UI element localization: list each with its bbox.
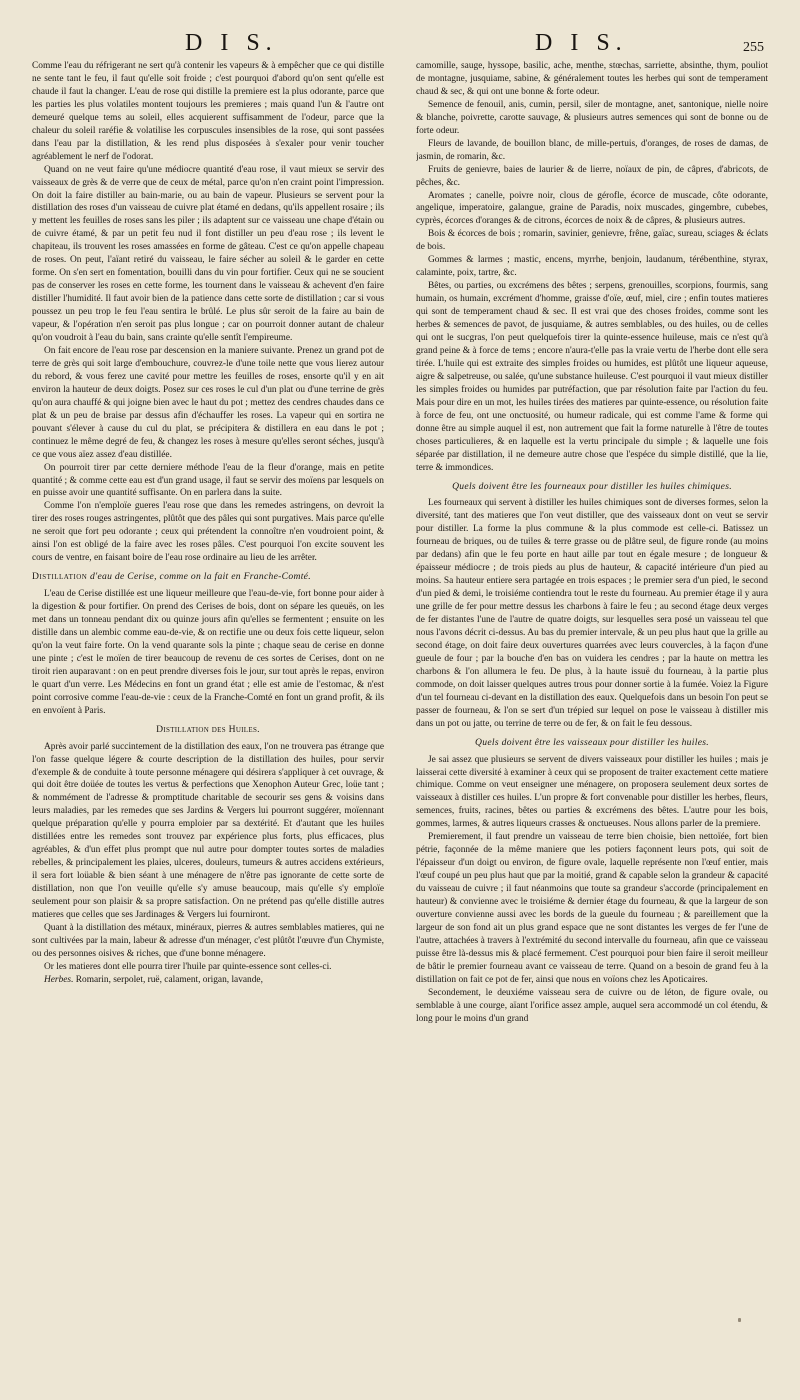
paragraph-remedes-astringens: Comme l'on n'emploïe gueres l'eau rose que dans les remedes astringens, on devroit la tirer des roses rouges astringentes, plûtôt que des pâles qui sont purgatives. Mais parce qu'elle ne seroit que fort peu odorante ; ceux qui prétendent la connoître n'en voudroient point, & ainsi l'on est obligé de la faire avec les roses pâles. C'est pourquoi l'on excite souvent les cours de ventre, en faisant boire de l'eau rose ordinaire au lieu de les arrêter. bbox=[32, 501, 384, 564]
paragraph-fourneaux: Les fourneaux qui servent à distiller les huiles chimiques sont de diverses formes, selon la diversité, tant des matieres que l'on veut distiller, que des vaisseaux dont on veut se servir pour distiller. La forme la plus commune & la plus commode est celle-ci. Batissez un fourneau de briques, ou de tuiles & terre grasse ou de plâtre seul, de figure ronde (au moins par dedans) afin que le feu porte en haut aille par tout en égale mesure ; de longueur & épaisseur médiocre ; de trois pieds au plus de hauteur, & capacité intérieure d'un pied au moins. Sa hauteur entiere sera partagée en trois espaces ; le premier sera d'un pied, le second d'un pied & demi, le troisiéme contiendra tout le reste du fourneau. Au premier étage il y aura une grille de fer pour mettre dessus les charbons à faire le feu ; au second étage deux verges de fer distantes l'une de l'autre de quatre doigts, sur lesquelles sera posé un vaisseau tel que nous l'avons décrit ci-dessus. Au bas du premier intervale, & un peu plus haut que la grille au second étage, on doit faire deux ouvertures quarrées avec leurs couvercles, à la façon d'une gueule de four ; par la bouche d'en bas on vuidera les cendres ; par la haute on mettra les charbons & l'on allumera le feu. De plus, à la haute issuë du fourneau, à la partie plus commode, on doit laisser quelques autres trous pour donner sortie à la fumée. Voiez la Figure d'un tel fourneau ci-devant en la distillation des eaux. Quelquefois dans un besoin l'on peut se passer de fourneau, & l'on se sert d'un trépied sur lequel on pose le vaisseau à distiller mis dans un pot ou jatte, ou terrine de terre ou de fer, & on fait le feu dessous. bbox=[416, 498, 768, 729]
paragraph-betes: Bêtes, ou parties, ou excrémens des bêtes ; serpens, grenouilles, scorpions, fourmis, sang humain, os humain, excrément d'homme, graisse d'oïe, œuf, miel, cire ; enfin toutes matieres qui sont de temperament chaud & sec. Il est vrai que des choses froides, comme sont les herbes & semences de pavot, de jusquiame, & autres semblables, ou des huiles, ou de celles qui ont le sucgras, l'on peut quelquefois tirer la quinte-essence huileuse, mais ce n'est qu'à grand peine & à force de tems ; encore n'aura-t'elle pas la vraie vertu de l'herbe dont elle sera tirée. L'huile qui est extraite des simples froides ou humides, est plûtôt une liqueur aqueuse, aigre & salpetreuse, ou salée, qu'une substance huileuse. C'est pourquoi il vaut mieux distiller les simples froides ou humides par putréfaction, que par résolution faite par l'action du feu. Mais pour dire en un mot, les huiles tirées des matieres par quinte-essence, ou résolution faite à force de feu, ont une onctuosité, ou humeur radicale, qui est comme l'ame & forme qui donne être au simple auquel il est, non autrement que fait la forme naturelle à l'être de toutes choses particulieres, & en laquelle est la vertu principale du simple ; & laquelle une fois séparée par distillation, il ne demeure autre chose que l'espéce du simple distillé, que la lie, terre & immondices. bbox=[416, 281, 768, 473]
paragraph-herbes-suite: camomille, sauge, hyssope, basilic, ache, menthe, stœchas, sarriette, absinthe, thym, pouliot de montagne, jusquiame, sabine, & généralement toutes les herbes qui sont de temperament chaud & sec, & qui ont une bonne & forte odeur. bbox=[416, 61, 768, 97]
page-number: 255 bbox=[743, 40, 764, 55]
paragraph-cerise: L'eau de Cerise distillée est une liqueur meilleure que l'eau-de-vie, fort bonne pour aider à la digestion & pour fortifier. On prend des Cerises de bois, dont on sépare les queuës, on les met dans un tonneau pendant dix ou quinze jours afin qu'elles se fermentent ; ensuite on les distille dans un alembic comme eau-de-vie, & on rectifie une ou deux fois cette liqueur, selon qu'on la veut faire forte. On la vend quarante sols la pinte ; chaque seau de cerise en donne une pinte ; c'est le moïen de tirer beaucoup de revenu de ces sortes de Cerises, dont on ne tiroit rien auparavant : on en peut prendre diverses fois le jour, sur tout après le repas, environ le quart d'un verre. Les Médecins en font un grand état ; elle est amie de l'estomac, & n'est point corrosive comme l'eau-de-vie : ceux de la Franche-Comté en font un grand profit, & ils en envoïent à Paris. bbox=[32, 589, 384, 716]
section-title-cerise-rest: d'eau de Cerise, comme on la fait en Franche-Comté. bbox=[90, 571, 311, 583]
paragraph-gommes: Gommes & larmes ; mastic, encens, myrrhe, benjoin, laudanum, térébenthine, styrax, calaminte, poix, tartre, &c. bbox=[416, 255, 768, 279]
herbes-list: Romarin, serpolet, ruë, calament, origan, lavande, bbox=[75, 974, 263, 985]
section-title-vaisseaux: Quels doivent être les vaisseaux pour distiller les huiles. bbox=[475, 736, 709, 748]
paragraph-fruits: Fruits de genievre, baies de laurier & de lierre, noïaux de pin, de câpres, d'abricots, de pêches, &c. bbox=[416, 164, 768, 188]
paragraph-descension: On fait encore de l'eau rose par descension en la maniere suivante. Prenez un grand pot de terre de grès qui soit large d'embouchure, couvrez-le d'une toile nette que vous lierez autour du rebord, & vous ferez une cavité pour mettre les feuilles de roses, ensorte qu'il y en ait environ la hauteur de deux doigts. Posez sur ces roses le cul d'un plat ou d'une terrine de grès qu'on aura chauffé & qui joigne bien avec le haut du pot ; mettez des cendres chaudes dans ce plat & un peu de braise par dessus afin d'échauffer les roses. La vapeur qui en sortira ne pouvant s'élever à cause du cul du plat, se précipitera & distillera en eau dans le pot ; continuez le même degré de feu, & changez les roses à mesure qu'elles seront séches, jusqu'à ce que vous aïez assez d'eau distillée. bbox=[32, 345, 384, 460]
ink-speck bbox=[738, 1318, 741, 1322]
paragraph-huiles-3: Or les matieres dont elle pourra tirer l'huile par quinte-essence sont celles-ci. bbox=[44, 961, 332, 972]
paragraph-herbes bbox=[32, 974, 384, 987]
paragraph-vaisseaux-1: Je sai assez que plusieurs se servent de divers vaisseaux pour distiller les huiles ; mais je laisserai cette diversité à examiner à ceux qui se proposent de traiter exactement cette matiere chimique. Comme on veut enseigner une ménagere, on proposera seulement deux sortes de vaisseaux à distiller ces huiles. L'un propre & fort convenable pour distiller les herbes, fleurs, semences, fruits, racines, bêtes ou parties & excrémens des bêtes. L'autre pour les bois, gommes, larmes, & autres liqueurs crasses & onctueuses. Nous allons parler de la premiere. bbox=[416, 754, 768, 830]
paragraph-aromates: Aromates ; canelle, poivre noir, clous de gérofle, écorce de muscade, côte odorante, angelique, imperatoire, galangue, graine de Paradis, noix muscades, gingembre, cubebes, cyprès, écorces d'oranges & de citrons, écorces de noix & de câpres, & plusieurs autres. bbox=[416, 190, 768, 227]
section-title-huiles: Distillation des Huiles. bbox=[156, 723, 260, 735]
paragraph-eau-rose-2: Quand on ne veut faire qu'une médiocre quantité d'eau rose, il vaut mieux se servir des vaisseaux de grès & de verre que de ceux de métal, parce qu'on n'en craint point l'impression. On doit la faire distiller au bain-marie, ou au bain de vapeur. Plusieurs se servent pour la distillation des roses d'un vaisseau de cuivre plat étamé en dedans, qu'ils appellent rosaire ; ils y mettent les feuilles de roses sans les piler ; ils adaptent sur ce vaisseau une chape d'étain ou de cuivre étamé, & par un petit feu nud il font distiller un peu d'eau rose ; ils levent le chapiteau, ils trouvent les roses amassées en forme de gâteau. C'est ce qu'on appelle chapeau de roses. On peut, l'aïant retiré du vaisseau, le faire sécher au soleil & le garder en cette forme. On s'en sert en fomentation, bouilli dans du vin pour fortifier. Ceux qui ne se soucient pas de conserver les roses en cette forme, les tournent dans le vaisseau & achevent d'en faire distiller l'humidité. Il faut avoir bien de la patience dans cette sorte de distillation ; car si vous poussez un peu trop le feu l'eau sentira le brûlé. Le plus sûr seroit de la faire au bain de vapeur, & l'opération n'en seroit pas plus longue ; car on pourroit donner autant de chaleur qu'on voudroit à l'eau du bain, sans crainte qu'elle sentît l'empireume. bbox=[32, 164, 384, 344]
section-title-fourneaux: Quels doivent être les fourneaux pour distiller les huiles chimiques. bbox=[452, 480, 732, 492]
running-head-left: D I S. bbox=[185, 30, 278, 56]
left-column bbox=[32, 60, 384, 1360]
paragraph-fleur-orange: On pourroit tirer par cette derniere méthode l'eau de la fleur d'orange, mais en petite quantité ; & comme cette eau est d'un grand usage, il faut se servir des moïens par lesquels on en puisse avoir une quantité suffisante. On en parlera dans la suite. bbox=[32, 462, 384, 499]
paragraph-vaisseaux-3: Secondement, le deuxiéme vaisseau sera de cuivre ou de léton, de figure ovale, ou semblable à une courge, aïant l'orifice assez ample, auquel sera accommodé un col étendu, & long pour le moins d'un grand bbox=[416, 987, 768, 1024]
section-title-cerise-prefix: Distillation bbox=[32, 571, 88, 583]
paragraph-fleurs: Fleurs de lavande, de bouillon blanc, de mille-pertuis, d'oranges, de roses de damas, de jasmin, de romarin, &c. bbox=[416, 138, 768, 162]
section-title-cerise bbox=[32, 571, 384, 584]
right-column bbox=[416, 60, 768, 1360]
herbes-label: Herbes. bbox=[44, 974, 74, 985]
paragraph-eau-rose-1: Comme l'eau du réfrigerant ne sert qu'à contenir les vapeurs & à empêcher que ce qui distille ne sente tant le feu, il faut qu'elle soit froide ; c'est pourquoi d'abord qu'on sent qu'elle est chaude il faut la changer. L'eau de rose qui distille la premiere est la plus odorante, parce que les parties les plus volatiles montent toujours les premieres ; mais quand l'un & l'autre ont demeuré quelque tems au soleil, elles acquierent suffisamment de l'odeur, parce que la chaleur du soleil raréfie & volatilise les corpuscules insensibles de la rose, qui sont passées dans l'eau par la distillation, & les rend plus disposées à s'exaler pour venir toucher agréablement le nerf de l'odorat. bbox=[32, 61, 384, 162]
paragraph-bois: Bois & écorces de bois ; romarin, savinier, genievre, frêne, gaïac, sureau, sciages & éclats de bois. bbox=[416, 229, 768, 253]
running-head-right: D I S. bbox=[535, 30, 628, 56]
paragraph-huiles-1: Après avoir parlé succintement de la distillation des eaux, l'on ne trouvera pas étrange que l'on fasse quelque légere & courte description de la distillation des huiles, pour servir d'exemple & de conduite à toute personne ménagere qui désirera s'appliquer à cet ouvrage, & qui doit être doüée de toutes les vertus & perfections que Xenophon Auteur Grec, loüe tant ; & nommément de l'adresse & promptitude charitable de secourir ses gens & voisins dans leurs maladies, par les remedes que ses Jardins & Vergers lui pourront suggérer, moïennant quelque préparation qu'elle y pourra emploier par sa dextérité. Et d'autant que les huiles distillées entre les remedes sont trouvez par expérience plus forts, plus efficaces, plus agréables, & d'un effet plus prompt que nul autre pour dompter toutes sortes de maladies rebelles, & principalement les plaies, ulceres, douleurs, tumeurs & autres accidens extérieurs, il sera fort loüable & bien séant à une ménagere de n'être pas ignorante de cette sorte de distillation, non que l'on veuille qu'elle s'y amuse beaucoup, mais qu'elle s'y emploïe seulement pour son plaisir & sa propre satisfaction. On ne prétend pas qu'elle distille autres matieres que celles que ses Jardinages & Vergers lui fourniront. bbox=[32, 741, 384, 920]
paragraph-huiles-2: Quant à la distillation des métaux, minéraux, pierres & autres semblables matieres, qui ne sont cultivées par la main, labeur & adresse d'un ménager, c'est plûtôt l'œuvre d'un Chymiste, ou des personnes oisives & riches, que d'une bonne ménagere. bbox=[32, 922, 384, 959]
paragraph-vaisseaux-2: Premierement, il faut prendre un vaisseau de terre bien choisie, bien nettoïée, fort bien pétrie, façonnée de la même maniere que les potiers façonnent leurs pots, qui soit de l'épaisseur d'un doigt ou environ, de figure ovale, laquelle représente non l'œuf entier, mais l'œuf coupé un peu plus haut que par la moitié, grand & capable selon la grandeur & capacité du vaisseau de cuivre ; il faut néanmoins que toute sa grandeur s'accorde (principalement en hauteur) & convienne avec le troisiéme & dernier étage du fourneau, & que la largeur de son ouverture convienne aussi avec les bords de la gueule du fourneau ; & pareillement que la largeur de son fond ait un plus grand espace que ne sont distantes les verges de fer l'une de l'autre, attachées à travers à l'extrémité du second intervalle du fourneau, afin que ce vaisseau puisse être là-dessus mis & placé fermement. C'est pourquoi pour bien faire il seroit meilleur de bâtir le premier fourneau avant ce vaisseau de terre. Quand on a besoin de grand feu à la distillation on fait ce pot de fer, ainsi que nous en voïons chez les Apoticaires. bbox=[416, 832, 768, 985]
paragraph-semences: Semence de fenouil, anis, cumin, persil, siler de montagne, anet, santonique, nielle noire & blanche, poivrette, carotte sauvage, & plusieurs autres semences qui sont de bonne ou de forte odeur. bbox=[416, 99, 768, 136]
